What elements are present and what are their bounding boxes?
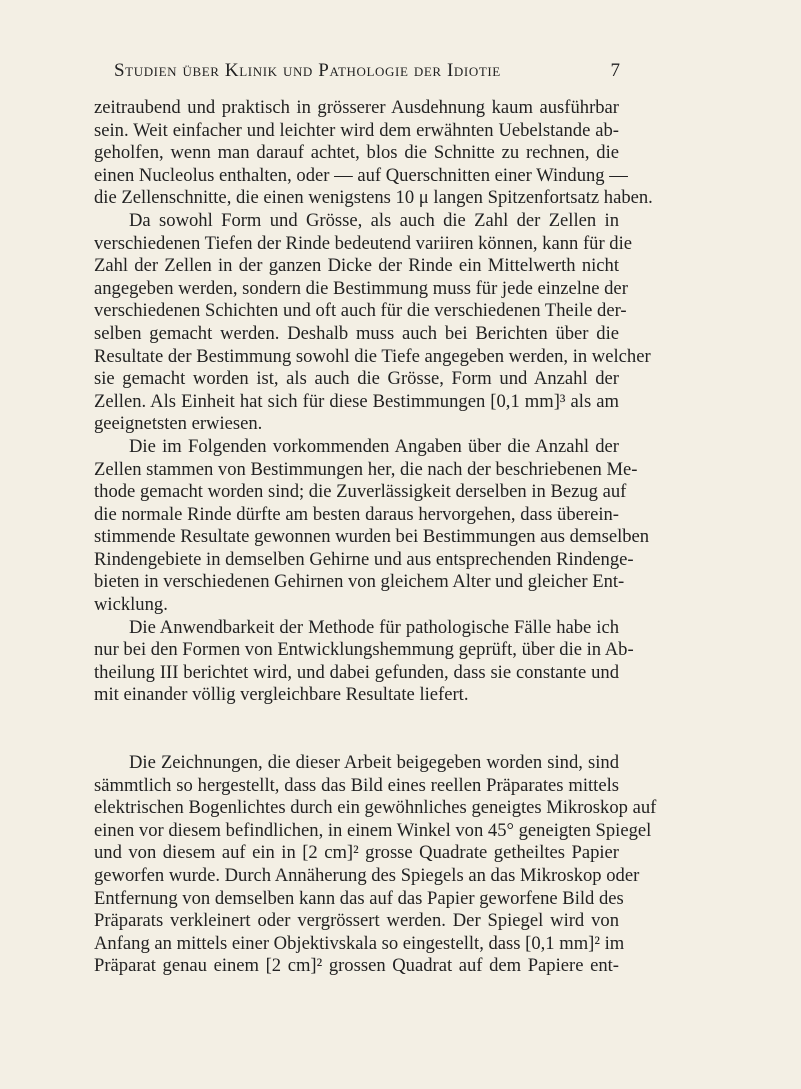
text-line: geworfen wurde. Durch Annäherung des Spiegels an das Mikroskop oder (94, 865, 640, 886)
text-line: wicklung. (94, 594, 168, 616)
text-line: geholfen, wenn man darauf achtet, blos die Schnitte zu rechnen, die (94, 142, 619, 164)
text-line: Präparat genau einem [2 cm]² grossen Quadrat auf dem Papiere ent- (94, 955, 619, 977)
text-line: mit einander völlig vergleichbare Resultate liefert. (94, 684, 469, 706)
text-line: Zahl der Zellen in der ganzen Dicke der Rinde ein Mittelwerth nicht (94, 255, 619, 277)
text-line: Die Anwendbarkeit der Methode für pathologische Fälle habe ich (129, 616, 619, 638)
text-line: Die im Folgenden vorkommenden Angaben über die Anzahl der (129, 435, 619, 457)
text-line: zeitraubend und praktisch in grösserer Ausdehnung kaum ausführbar (94, 97, 619, 118)
paragraph (94, 616, 634, 707)
text-line: nur bei den Formen von Entwicklungshemmung geprüft, über die in Ab- (94, 639, 634, 661)
text-line: thode gemacht worden sind; die Zuverlässigkeit derselben in Bezug auf (94, 481, 627, 503)
text-line: geeignetsten erwiesen. (94, 413, 263, 435)
paragraph (94, 209, 651, 436)
running-head: Studien über Klinik und Pathologie der Idiotie (114, 60, 501, 81)
text-line: Zellen stammen von Bestimmungen her, die nach der beschriebenen Me- (94, 458, 638, 480)
text-line: einen Nucleolus enthalten, oder — auf Querschnitten einer Windung — (94, 164, 628, 186)
text-line: Entfernung von demselben kann das auf das Papier geworfene Bild des (94, 887, 624, 909)
text-line: angegeben werden, sondern die Bestimmung muss für jede einzelne der (94, 277, 628, 299)
text-line: Anfang an mittels einer Objektivskala so eingestellt, dass [0,1 mm]² im (94, 932, 625, 954)
text-line: Die Zeichnungen, die dieser Arbeit beigegeben worden sind, sind (129, 752, 619, 774)
page-header (94, 60, 620, 88)
text-line: Da sowohl Form und Grösse, als auch die Zahl der Zellen in (129, 209, 619, 231)
paragraph (94, 752, 657, 978)
text-line: Rindengebiete in demselben Gehirne und aus entsprechenden Rindenge- (94, 548, 634, 570)
text-line: die normale Rinde dürfte am besten daraus hervorgehen, dass überein- (94, 503, 619, 525)
text-line: die Zellenschnitte, die einen wenigstens 10 μ langen Spitzenfortsatz haben. (94, 187, 653, 209)
text-line: sie gemacht worden ist, als auch die Grösse, Form und Anzahl der (94, 368, 619, 390)
paragraph-continuation (94, 97, 653, 210)
text-line: verschiedenen Schichten und oft auch für die verschiedenen Theile der- (94, 300, 627, 322)
text-line: Resultate der Bestimmung sowohl die Tiefe angegeben werden, in welcher (94, 345, 651, 367)
text-line: elektrischen Bogenlichtes durch ein gewöhnliches geneigtes Mikroskop auf (94, 797, 657, 819)
text-line: stimmende Resultate gewonnen wurden bei Bestimmungen aus demselben (94, 526, 650, 548)
text-line: theilung III berichtet wird, und dabei gefunden, dass sie constante und (94, 661, 619, 683)
text-line: bieten in verschiedenen Gehirnen von gleichem Alter und gleicher Ent- (94, 571, 625, 593)
text-line: selben gemacht werden. Deshalb muss auch bei Berichten über die (94, 322, 619, 344)
text-line: einen vor diesem befindlichen, in einem Winkel von 45° geneigten Spiegel (94, 819, 652, 841)
text-line: sämmtlich so hergestellt, dass das Bild eines reellen Präparates mittels (94, 774, 619, 796)
body-text (94, 97, 657, 978)
page-number: 7 (610, 60, 620, 81)
text-line: sein. Weit einfacher und leichter wird dem erwähnten Uebelstande ab- (94, 119, 619, 141)
text-line: Präparats verkleinert oder vergrössert werden. Der Spiegel wird von (94, 910, 619, 932)
text-line: verschiedenen Tiefen der Rinde bedeutend variiren können, kann für die (94, 232, 633, 254)
text-line: und von diesem auf ein in [2 cm]² grosse Quadrate getheiltes Papier (94, 842, 619, 864)
text-line: Zellen. Als Einheit hat sich für diese Bestimmungen [0,1 mm]³ als am (94, 390, 619, 412)
paragraph (94, 435, 650, 617)
